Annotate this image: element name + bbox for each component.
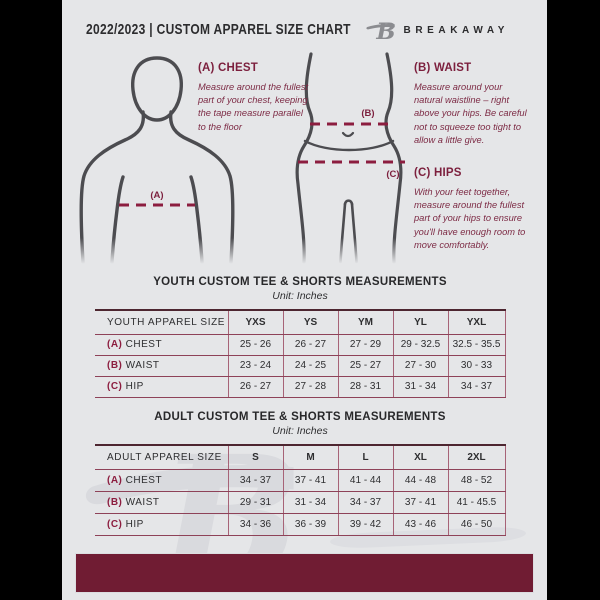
youth-size-label: YOUTH APPAREL SIZE [95,310,228,334]
breakaway-b-logo-icon [365,17,397,43]
row-name: CHEST [125,339,163,350]
row-key: (A) [107,339,123,350]
cell: 39 - 42 [338,513,393,535]
cell: 37 - 41 [283,469,338,491]
size-col-header: YXS [228,310,283,334]
hip-line-tag: (C) [386,169,400,180]
hips-guide-heading: (C) HIPS [414,167,462,179]
row-name: WAIST [125,496,160,508]
row-label [95,469,228,491]
size-col-header: L [338,445,393,469]
row-key: (B) [107,496,123,508]
waist-guide-text: Measure around your natural waistline – right above your hips. Be careful not to squeeze too tight to allow a little give. [414,82,527,145]
cell: 34 - 37 [338,491,393,513]
table-row [95,491,505,513]
cell: 24 - 25 [283,355,338,376]
cell: 46 - 50 [448,513,505,535]
size-col-header: YXL [448,310,505,334]
size-col-header: XL [393,445,448,469]
youth-section [95,276,505,398]
cell: 30 - 33 [448,355,505,376]
row-name: HIP [125,518,144,530]
cell: 28 - 31 [338,376,393,397]
cell: 26 - 27 [283,334,338,355]
cell: 31 - 34 [393,376,448,397]
youth-table-title: YOUTH CUSTOM TEE & SHORTS MEASUREMENTS [153,276,447,288]
waist-guide-heading: (B) WAIST [414,62,472,74]
size-col-header: YM [338,310,393,334]
chest-guide-heading: (A) CHEST [198,62,258,74]
table-row [95,376,505,397]
row-key: (C) [107,518,123,530]
cell: 26 - 27 [228,376,283,397]
table-row [95,334,505,355]
hips-guide [414,167,532,252]
chest-guide [198,62,310,134]
cell: 25 - 26 [228,334,283,355]
row-label [95,355,228,376]
size-col-header: YL [393,310,448,334]
size-col-header: M [283,445,338,469]
cell: 29 - 32.5 [393,334,448,355]
page-header [62,0,547,52]
hips-guide-text: With your feet together, measure around the fullest part of your hips to ensure you'll have enough room to move comfortably. [414,187,526,250]
cell: 25 - 27 [338,355,393,376]
cell: 48 - 52 [448,469,505,491]
row-name: HIP [125,381,144,392]
adult-table-title: ADULT CUSTOM TEE & SHORTS MEASUREMENTS [154,411,446,423]
adult-table-unit: Unit: Inches [272,425,328,437]
youth-table-unit: Unit: Inches [272,290,328,302]
size-col-header: S [228,445,283,469]
brand-name: BREAKAWAY [403,24,509,36]
row-label [95,334,228,355]
cell: 37 - 41 [393,491,448,513]
table-row [95,513,505,535]
chest-guide-text: Measure around the fullest part of your chest, keeping the tape measure parallel to the floor [198,82,309,132]
row-key: (A) [107,474,123,486]
chest-line-tag: (A) [150,190,164,201]
row-key: (C) [107,381,123,392]
adult-size-label: ADULT APPAREL SIZE [95,445,228,469]
table-header-row [95,445,505,469]
cell: 41 - 44 [338,469,393,491]
row-name: CHEST [125,474,163,486]
cell: 34 - 37 [448,376,505,397]
row-label [95,513,228,535]
size-chart-page [62,0,547,600]
youth-size-table [95,309,506,398]
adult-section [95,411,505,536]
row-name: WAIST [125,360,160,371]
table-row [95,355,505,376]
page-title: 2022/2023 | CUSTOM APPAREL SIZE CHART [86,21,351,38]
table-row [95,469,505,491]
cell: 29 - 31 [228,491,283,513]
footer-accent-bar [75,553,534,593]
cell: 34 - 36 [228,513,283,535]
waist-line-tag: (B) [361,108,375,119]
cell: 27 - 29 [338,334,393,355]
cell: 41 - 45.5 [448,491,505,513]
size-col-header: YS [283,310,338,334]
table-header-row [95,310,505,334]
waist-guide [414,62,532,147]
brand-lockup [365,17,510,43]
cell: 23 - 24 [228,355,283,376]
cell: 31 - 34 [283,491,338,513]
row-label [95,491,228,513]
cell: 27 - 30 [393,355,448,376]
cell: 27 - 28 [283,376,338,397]
row-label [95,376,228,397]
row-key: (B) [107,360,123,371]
adult-size-table [95,444,506,536]
cell: 36 - 39 [283,513,338,535]
cell: 44 - 48 [393,469,448,491]
cell: 32.5 - 35.5 [448,334,505,355]
cell: 34 - 37 [228,469,283,491]
cell: 43 - 46 [393,513,448,535]
size-col-header: 2XL [448,445,505,469]
